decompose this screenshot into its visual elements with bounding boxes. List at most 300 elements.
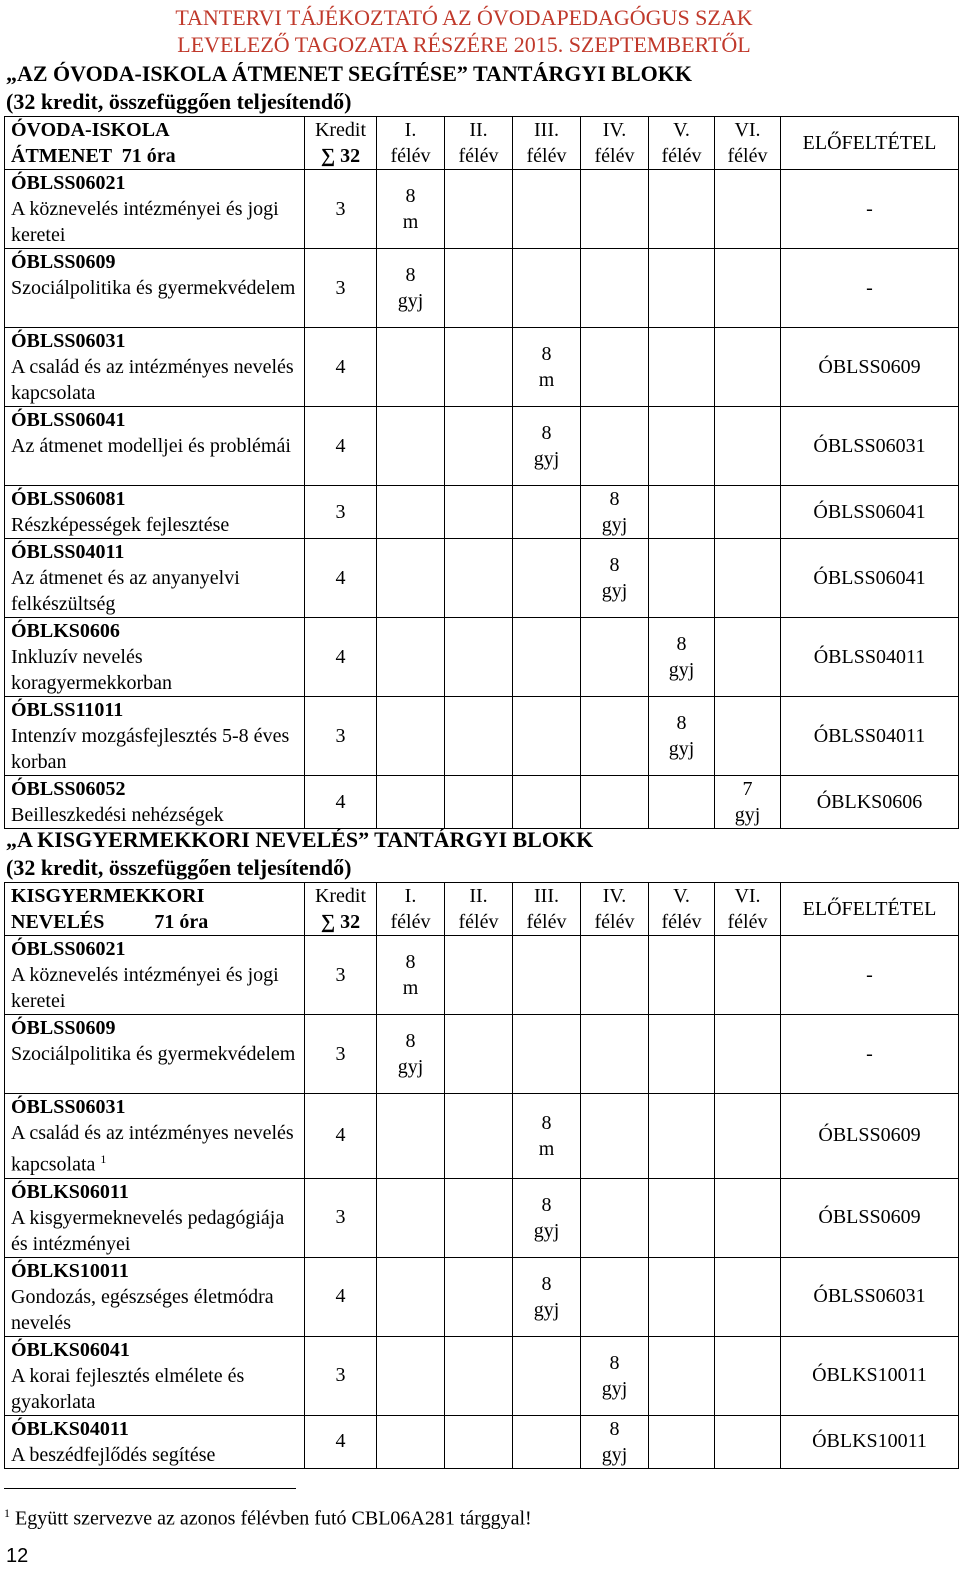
semester-cell-2	[445, 618, 513, 697]
course-name	[11, 1284, 304, 1336]
semester-cell-3	[513, 328, 581, 407]
course-credit: 4	[305, 1257, 377, 1336]
course-name-text: A beszédfejlődés segítése	[11, 1443, 216, 1466]
semester-unit: félév	[526, 145, 567, 167]
semester-cell-6	[715, 1336, 781, 1415]
block2-title: „A KISGYERMEKKORI NEVELÉS” TANTÁRGYI BLOKK	[6, 827, 594, 852]
course-name-text: Gondozás, egészséges életmódra nevelés	[11, 1285, 274, 1334]
semester-cell-3	[513, 936, 581, 1015]
course-credit: 4	[305, 407, 377, 486]
course-assessment-type: gyj	[601, 580, 628, 602]
document-header	[0, 4, 928, 58]
course-assessment-type: gyj	[601, 514, 628, 536]
course-prerequisite: -	[781, 936, 959, 1015]
course-code: ÓBLSS06031	[11, 1096, 126, 1118]
semester-cell-6	[715, 936, 781, 1015]
course-hours: 8	[405, 264, 416, 286]
course-credit: 3	[305, 170, 377, 249]
footnote	[4, 1500, 532, 1532]
footnote-text: Együtt szervezve az azonos félévben futó CBL06A281 tárggyal!	[15, 1507, 532, 1530]
course-credit: 4	[305, 618, 377, 697]
course-name	[11, 644, 304, 696]
semester-unit: félév	[526, 911, 567, 933]
course-name	[11, 802, 304, 828]
course-name	[11, 565, 304, 617]
course-cell	[5, 328, 305, 407]
course-hours: 8	[405, 185, 416, 207]
semester-cell-2	[445, 170, 513, 249]
footnote-rule	[4, 1488, 296, 1489]
course-assessment-type: gyj	[397, 1056, 424, 1078]
semester-cell-1	[377, 1415, 445, 1468]
course-name-text: Szociálpolitika és gyermekvédelem	[11, 1043, 296, 1065]
course-credit: 3	[305, 1015, 377, 1094]
semester-cell-2	[445, 697, 513, 776]
semester-cell-6	[715, 1178, 781, 1257]
semester-unit: félév	[594, 145, 635, 167]
course-prerequisite: -	[781, 1015, 959, 1094]
semester-number: I.	[404, 119, 417, 141]
course-cell	[5, 776, 305, 829]
course-code: ÓBLKS06041	[11, 1338, 130, 1361]
semester-cell-3	[513, 697, 581, 776]
semester-cell-2	[445, 1094, 513, 1179]
block1-title: „AZ ÓVODA-ISKOLA ÁTMENET SEGÍTÉSE” TANTÁRGYI BLOKK	[6, 61, 692, 86]
semester-cell-4	[581, 1178, 649, 1257]
table-row	[5, 1415, 959, 1468]
semester-cell-1	[377, 1257, 445, 1336]
semester-cell-1	[377, 539, 445, 618]
semester-cell-1	[377, 249, 445, 328]
table-row	[5, 1336, 959, 1415]
semester-cell-3	[513, 1415, 581, 1468]
course-name	[11, 433, 304, 459]
table-row	[5, 1257, 959, 1336]
course-credit: 3	[305, 486, 377, 539]
table-row	[5, 1015, 959, 1094]
course-name-text: A kisgyermeknevelés pedagógiája és intézményei	[11, 1206, 285, 1255]
semester-cell-3	[513, 1178, 581, 1257]
header-semester-6	[715, 117, 781, 170]
semester-number: III.	[534, 119, 559, 141]
course-code: ÓBLSS06021	[11, 938, 126, 960]
course-assessment-type: gyj	[397, 290, 424, 312]
semester-cell-3	[513, 249, 581, 328]
semester-number: V.	[673, 885, 690, 907]
header-semester-5	[649, 883, 715, 936]
course-cell	[5, 1178, 305, 1257]
course-code: ÓBLSS06041	[11, 409, 126, 431]
semester-cell-6	[715, 407, 781, 486]
semester-cell-5	[649, 539, 715, 618]
semester-cell-4	[581, 1257, 649, 1336]
semester-cell-5	[649, 1257, 715, 1336]
semester-cell-2	[445, 486, 513, 539]
course-credit: 4	[305, 776, 377, 829]
semester-cell-2	[445, 776, 513, 829]
semester-cell-3	[513, 1336, 581, 1415]
course-hours: 8	[405, 951, 416, 973]
header-block-name-line1: KISGYERMEKKORI	[11, 885, 205, 907]
semester-cell-2	[445, 539, 513, 618]
semester-cell-5	[649, 1094, 715, 1179]
course-assessment-type: gyj	[601, 1443, 628, 1466]
course-assessment-type: gyj	[734, 804, 761, 826]
course-name	[11, 275, 304, 301]
course-credit: 4	[305, 1415, 377, 1468]
course-credit: 4	[305, 1094, 377, 1179]
semester-number: VI.	[734, 885, 761, 907]
semester-cell-4	[581, 539, 649, 618]
course-prerequisite: ÓBLSS04011	[781, 618, 959, 697]
semester-cell-5	[649, 1336, 715, 1415]
semester-cell-3	[513, 1257, 581, 1336]
header-semester-2	[445, 883, 513, 936]
semester-cell-3	[513, 407, 581, 486]
header-semester-4	[581, 117, 649, 170]
semester-cell-6	[715, 539, 781, 618]
semester-cell-4	[581, 1336, 649, 1415]
table-row	[5, 776, 959, 829]
course-assessment-type: gyj	[533, 1219, 560, 1242]
table-row	[5, 407, 959, 486]
semester-cell-6	[715, 328, 781, 407]
course-name-text: Inkluzív nevelés koragyermekkorban	[11, 646, 173, 694]
semester-unit: félév	[727, 911, 768, 933]
semester-unit: félév	[661, 911, 702, 933]
semester-unit: félév	[390, 911, 431, 933]
table-header-row	[5, 117, 959, 170]
semester-cell-3	[513, 1015, 581, 1094]
semester-unit: félév	[727, 145, 768, 167]
course-name	[11, 962, 304, 1014]
course-code: ÓBLSS0609	[11, 251, 116, 273]
course-name	[11, 1363, 304, 1415]
header-block-name	[5, 883, 305, 936]
semester-cell-1	[377, 1094, 445, 1179]
course-hours: 8	[676, 712, 687, 734]
course-name-text: A korai fejlesztés elmélete és gyakorlata	[11, 1364, 245, 1413]
semester-cell-1	[377, 618, 445, 697]
semester-number: IV.	[602, 885, 627, 907]
semester-cell-5	[649, 936, 715, 1015]
header-block-name-line2: ÁTMENET 71 óra	[11, 145, 176, 167]
semester-cell-5	[649, 328, 715, 407]
semester-cell-1	[377, 328, 445, 407]
table-header-row	[5, 883, 959, 936]
semester-cell-5	[649, 776, 715, 829]
course-hours: 8	[609, 1417, 620, 1440]
table-row	[5, 486, 959, 539]
header-block-name-line2: NEVELÉS 71 óra	[11, 911, 209, 933]
course-name-text: A család és az intézményes nevelés kapcsolata	[11, 356, 294, 404]
course-prerequisite: ÓBLSS0609	[781, 328, 959, 407]
course-cell	[5, 1015, 305, 1094]
semester-number: VI.	[734, 119, 761, 141]
course-name-text: A család és az intézményes nevelés kapcsolata	[11, 1122, 294, 1176]
course-name-text: Szociálpolitika és gyermekvédelem	[11, 277, 296, 299]
semester-cell-1	[377, 1336, 445, 1415]
course-name-text: Intenzív mozgásfejlesztés 5-8 éves korban	[11, 725, 290, 773]
header-semester-5	[649, 117, 715, 170]
semester-cell-6	[715, 249, 781, 328]
semester-cell-3	[513, 618, 581, 697]
semester-cell-2	[445, 328, 513, 407]
course-cell	[5, 486, 305, 539]
course-cell	[5, 1415, 305, 1468]
course-name	[11, 196, 304, 248]
semester-cell-5	[649, 170, 715, 249]
course-name	[11, 512, 304, 538]
course-code: ÓBLKS06011	[11, 1180, 129, 1203]
header-prerequisite: ELŐFELTÉTEL	[781, 117, 959, 170]
header-semester-3	[513, 117, 581, 170]
header-semester-1	[377, 117, 445, 170]
semester-cell-6	[715, 170, 781, 249]
semester-cell-3	[513, 776, 581, 829]
course-code: ÓBLSS06021	[11, 172, 126, 194]
semester-cell-4	[581, 328, 649, 407]
semester-cell-1	[377, 1015, 445, 1094]
course-hours: 8	[609, 554, 620, 576]
semester-cell-2	[445, 1257, 513, 1336]
course-name	[11, 354, 304, 406]
course-assessment-type: m	[538, 1137, 555, 1160]
course-hours: 8	[676, 633, 687, 655]
course-name	[11, 1205, 304, 1257]
block2-table	[4, 882, 959, 1469]
semester-cell-3	[513, 170, 581, 249]
course-cell	[5, 249, 305, 328]
course-prerequisite: ÓBLKS0606	[781, 776, 959, 829]
semester-number: II.	[469, 885, 488, 907]
course-assessment-type: gyj	[533, 448, 560, 470]
semester-number: II.	[469, 119, 488, 141]
course-prerequisite: ÓBLSS06031	[781, 1257, 959, 1336]
course-name-text: Beilleszkedési nehézségek	[11, 804, 224, 826]
course-cell	[5, 170, 305, 249]
header-semester-1	[377, 883, 445, 936]
semester-unit: félév	[594, 911, 635, 933]
semester-cell-2	[445, 1015, 513, 1094]
course-assessment-type: gyj	[533, 1298, 560, 1321]
course-hours: 8	[541, 1272, 552, 1295]
semester-cell-2	[445, 1178, 513, 1257]
table-row	[5, 249, 959, 328]
table-row	[5, 170, 959, 249]
semester-cell-1	[377, 697, 445, 776]
semester-cell-6	[715, 618, 781, 697]
semester-cell-5	[649, 618, 715, 697]
semester-cell-6	[715, 776, 781, 829]
course-name-text: A köznevelés intézményei és jogi keretei	[11, 198, 279, 246]
header-credit-label: Kredit	[314, 119, 367, 141]
course-cell	[5, 407, 305, 486]
block1-subtitle: (32 kredit, összefüggően teljesítendő)	[6, 89, 352, 114]
course-assessment-type: gyj	[668, 738, 695, 760]
course-cell	[5, 936, 305, 1015]
semester-cell-4	[581, 776, 649, 829]
semester-number: I.	[404, 885, 417, 907]
semester-cell-6	[715, 1094, 781, 1179]
semester-cell-3	[513, 486, 581, 539]
semester-cell-6	[715, 1015, 781, 1094]
course-assessment-type: m	[538, 369, 555, 391]
table-row	[5, 1178, 959, 1257]
semester-number: IV.	[602, 119, 627, 141]
course-code: ÓBLKS0606	[11, 620, 120, 642]
semester-cell-4	[581, 697, 649, 776]
table-row	[5, 539, 959, 618]
course-cell	[5, 1094, 305, 1179]
course-credit: 4	[305, 328, 377, 407]
semester-number: III.	[534, 885, 559, 907]
course-hours: 8	[609, 488, 620, 510]
header-line-2: LEVELEZŐ TAGOZATA RÉSZÉRE 2015. SZEPTEMBERTŐL	[177, 32, 751, 57]
semester-cell-2	[445, 249, 513, 328]
semester-cell-4	[581, 1015, 649, 1094]
course-name-text: Részképességek fejlesztése	[11, 514, 230, 536]
semester-unit: félév	[458, 911, 499, 933]
course-credit: 3	[305, 936, 377, 1015]
course-prerequisite: ÓBLKS10011	[781, 1336, 959, 1415]
course-assessment-type: gyj	[601, 1377, 628, 1400]
semester-unit: félév	[458, 145, 499, 167]
header-block-name-line1: ÓVODA-ISKOLA	[11, 119, 170, 141]
course-code: ÓBLSS06031	[11, 330, 126, 352]
header-semester-2	[445, 117, 513, 170]
semester-number: V.	[673, 119, 690, 141]
course-code: ÓBLSS0609	[11, 1017, 116, 1039]
course-hours: 8	[609, 1351, 620, 1374]
course-prerequisite: ÓBLKS10011	[781, 1415, 959, 1468]
course-hours: 8	[541, 343, 552, 365]
course-code: ÓBLSS06081	[11, 488, 126, 510]
semester-cell-5	[649, 1178, 715, 1257]
semester-cell-1	[377, 407, 445, 486]
course-name	[11, 1120, 304, 1178]
semester-cell-1	[377, 1178, 445, 1257]
course-hours: 7	[742, 778, 753, 800]
semester-cell-2	[445, 936, 513, 1015]
semester-cell-5	[649, 1015, 715, 1094]
course-name	[11, 1442, 304, 1468]
semester-cell-6	[715, 1257, 781, 1336]
course-name-text: A köznevelés intézményei és jogi keretei	[11, 964, 279, 1012]
page-number: 12	[6, 1545, 29, 1567]
table-row	[5, 697, 959, 776]
header-prerequisite: ELŐFELTÉTEL	[781, 883, 959, 936]
block2-subtitle: (32 kredit, összefüggően teljesítendő)	[6, 855, 352, 880]
course-cell	[5, 618, 305, 697]
course-code: ÓBLKS04011	[11, 1417, 129, 1440]
header-credit-label: Kredit	[314, 885, 367, 907]
header-semester-3	[513, 883, 581, 936]
semester-cell-1	[377, 776, 445, 829]
course-prerequisite: ÓBLSS06031	[781, 407, 959, 486]
header-credit	[305, 117, 377, 170]
semester-unit: félév	[661, 145, 702, 167]
semester-cell-3	[513, 539, 581, 618]
header-semester-6	[715, 883, 781, 936]
course-prerequisite: -	[781, 170, 959, 249]
semester-unit: félév	[390, 145, 431, 167]
header-credit	[305, 883, 377, 936]
course-assessment-type: m	[402, 977, 419, 999]
semester-cell-4	[581, 407, 649, 486]
semester-cell-3	[513, 1094, 581, 1179]
course-name	[11, 723, 304, 775]
semester-cell-4	[581, 486, 649, 539]
course-prerequisite: ÓBLSS0609	[781, 1178, 959, 1257]
course-credit: 3	[305, 1178, 377, 1257]
course-name-text: Az átmenet modelljei és problémái	[11, 435, 291, 457]
course-credit: 3	[305, 697, 377, 776]
course-hours: 8	[541, 422, 552, 444]
semester-cell-4	[581, 936, 649, 1015]
course-prerequisite: ÓBLSS0609	[781, 1094, 959, 1179]
table-row	[5, 328, 959, 407]
course-prerequisite: ÓBLSS06041	[781, 486, 959, 539]
course-assessment-type: m	[402, 211, 419, 233]
course-prerequisite: ÓBLSS04011	[781, 697, 959, 776]
semester-cell-2	[445, 1336, 513, 1415]
semester-cell-2	[445, 407, 513, 486]
footnote-reference: 1	[100, 1152, 107, 1166]
course-code: ÓBLSS11011	[11, 699, 124, 721]
semester-cell-5	[649, 1415, 715, 1468]
course-hours: 8	[541, 1111, 552, 1134]
semester-cell-5	[649, 697, 715, 776]
header-block-name	[5, 117, 305, 170]
course-credit: 4	[305, 539, 377, 618]
course-name	[11, 1041, 304, 1067]
table-row	[5, 618, 959, 697]
course-prerequisite: -	[781, 249, 959, 328]
course-cell	[5, 539, 305, 618]
semester-cell-2	[445, 1415, 513, 1468]
course-hours: 8	[541, 1193, 552, 1216]
semester-cell-4	[581, 170, 649, 249]
semester-cell-4	[581, 1415, 649, 1468]
course-credit: 3	[305, 1336, 377, 1415]
header-semester-4	[581, 883, 649, 936]
course-prerequisite: ÓBLSS06041	[781, 539, 959, 618]
course-code: ÓBLKS10011	[11, 1259, 129, 1282]
course-cell	[5, 697, 305, 776]
footnote-mark: 1	[4, 1506, 10, 1520]
semester-cell-6	[715, 697, 781, 776]
semester-cell-5	[649, 407, 715, 486]
semester-cell-5	[649, 249, 715, 328]
semester-cell-4	[581, 618, 649, 697]
semester-cell-6	[715, 1415, 781, 1468]
header-line-1: TANTERVI TÁJÉKOZTATÓ AZ ÓVODAPEDAGÓGUS SZAK	[175, 5, 753, 30]
block1-table	[4, 116, 959, 829]
semester-cell-4	[581, 249, 649, 328]
header-credit-total: ∑ 32	[320, 145, 361, 167]
course-code: ÓBLSS04011	[11, 541, 125, 563]
course-cell	[5, 1336, 305, 1415]
course-assessment-type: gyj	[668, 659, 695, 681]
course-cell	[5, 1257, 305, 1336]
course-name-text: Az átmenet és az anyanyelvi felkészültség	[11, 567, 240, 615]
table-row	[5, 1094, 959, 1179]
semester-cell-4	[581, 1094, 649, 1179]
course-hours: 8	[405, 1030, 416, 1052]
header-credit-total: ∑ 32	[320, 911, 361, 933]
course-credit: 3	[305, 249, 377, 328]
